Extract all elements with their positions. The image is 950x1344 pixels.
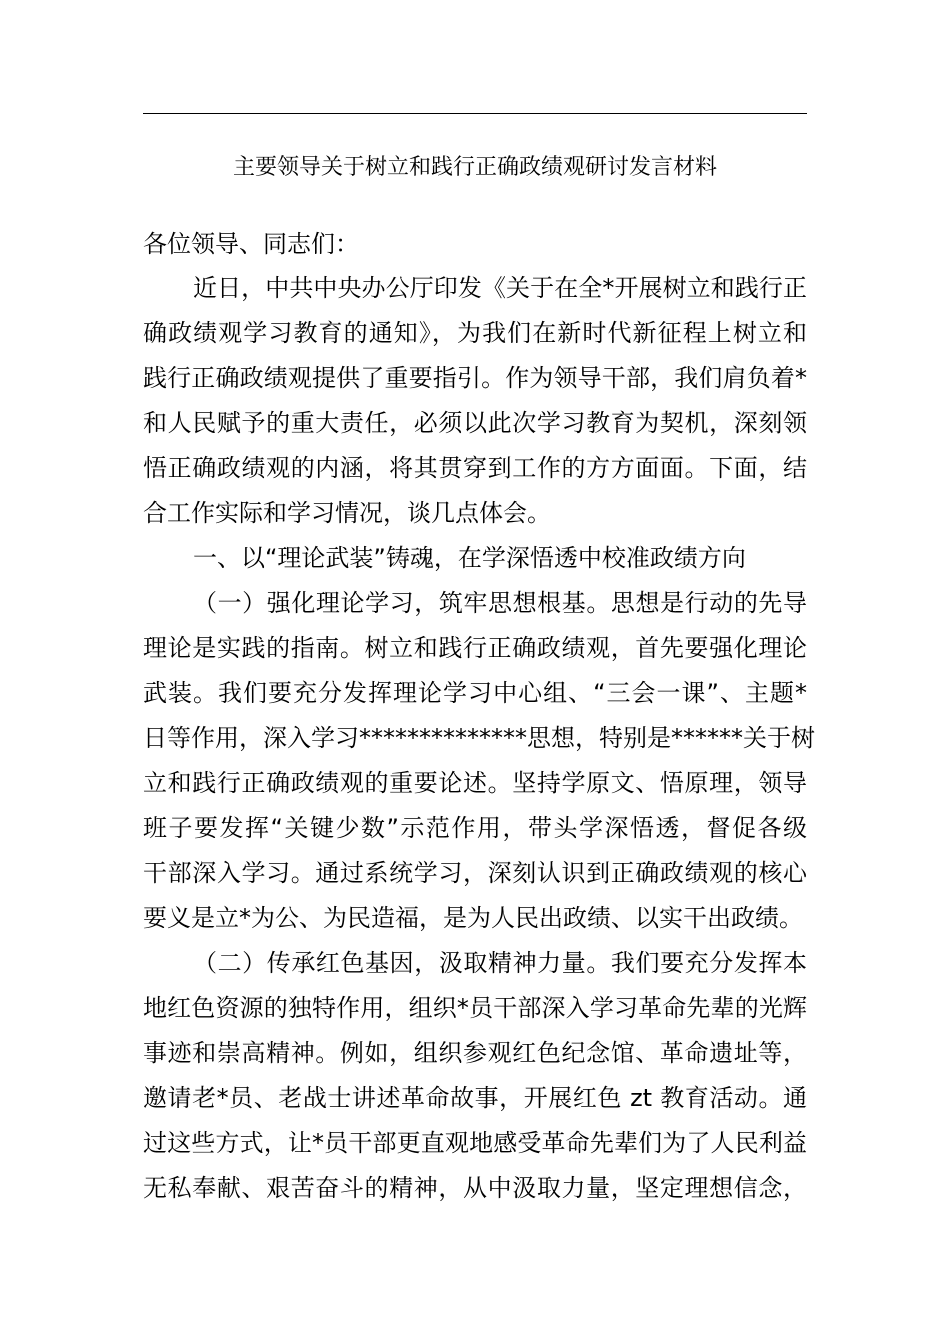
section-heading: 一、以“理论武装”铸魂，在学深悟透中校准政绩方向 (193, 544, 746, 572)
paragraph-line: 过这些方式，让*员干部更直观地感受革命先辈们为了人民利益 (143, 1129, 807, 1157)
paragraph-line: 日等作用，深入学习**************思想，特别是******关于树 (143, 724, 815, 752)
paragraph-line: 地红色资源的独特作用，组织*员干部深入学习革命先辈的光辉 (143, 994, 807, 1022)
paragraph-line: 践行正确政绩观提供了重要指引。作为领导干部，我们肩负着* (143, 364, 807, 392)
header-rule (143, 113, 807, 114)
paragraph-line: 事迹和崇高精神。例如，组织参观红色纪念馆、革命遗址等， (143, 1039, 807, 1067)
paragraph-line: 理论是实践的指南。树立和践行正确政绩观，首先要强化理论 (143, 634, 807, 662)
paragraph-line: 班子要发挥“关键少数”示范作用，带头学深悟透，督促各级 (143, 814, 807, 842)
paragraph-line: 近日，中共中央办公厅印发《关于在全*开展树立和践行正 (193, 274, 807, 302)
paragraph-line: 和人民赋予的重大责任，必须以此次学习教育为契机，深刻领 (143, 409, 807, 437)
paragraph-line: 武装。我们要充分发挥理论学习中心组、“三会一课”、主题* (143, 679, 807, 707)
paragraph-line: （一）强化理论学习，筑牢思想根基。思想是行动的先导 (193, 589, 807, 617)
paragraph-line: 邀请老*员、老战士讲述革命故事，开展红色 zt 教育活动。通 (143, 1084, 807, 1112)
paragraph-line: 立和践行正确政绩观的重要论述。坚持学原文、悟原理，领导 (143, 769, 807, 797)
paragraph-line: 无私奉献、艰苦奋斗的精神，从中汲取力量，坚定理想信念， (143, 1174, 807, 1202)
paragraph-line: 要义是立*为公、为民造福，是为人民出政绩、以实干出政绩。 (143, 904, 803, 932)
paragraph-line: 干部深入学习。通过系统学习，深刻认识到正确政绩观的核心 (143, 859, 807, 887)
paragraph-line: 悟正确政绩观的内涵，将其贯穿到工作的方方面面。下面，结 (143, 454, 807, 482)
salutation: 各位领导、同志们： (143, 230, 359, 258)
paragraph-line: 合工作实际和学习情况，谈几点体会。 (143, 499, 551, 527)
paragraph-line: （二）传承红色基因，汲取精神力量。我们要充分发挥本 (193, 949, 807, 977)
document-title: 主要领导关于树立和践行正确政绩观研讨发言材料 (232, 155, 717, 180)
paragraph-line: 确政绩观学习教育的通知》，为我们在新时代新征程上树立和 (143, 319, 807, 347)
